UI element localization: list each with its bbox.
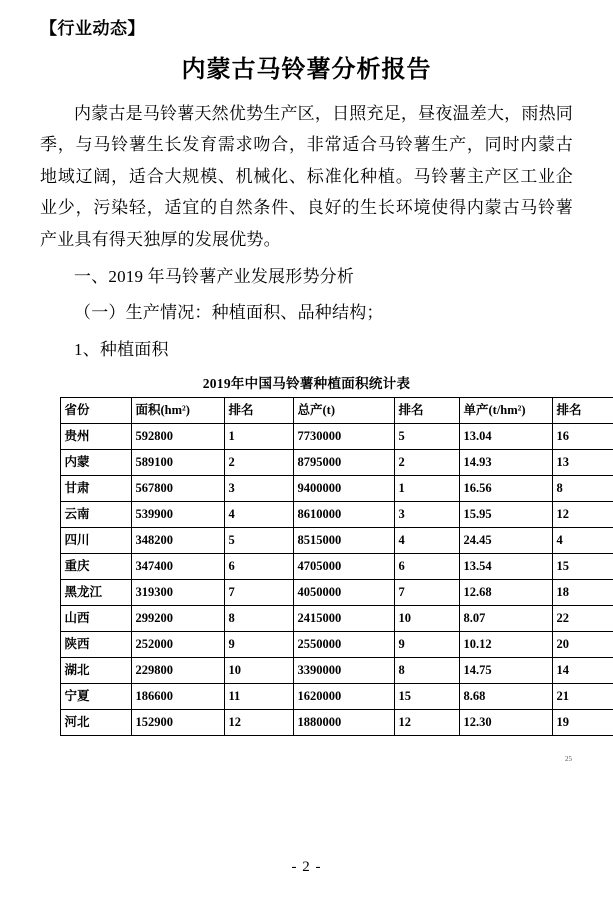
cell-province: 云南: [60, 502, 131, 528]
table-row: [60, 632, 613, 658]
cell-area-rank: 5: [224, 528, 293, 554]
cell-area-rank: 10: [224, 658, 293, 684]
table-header-row: [60, 398, 613, 424]
cell-province: 山西: [60, 606, 131, 632]
cell-output-rank: 3: [394, 502, 459, 528]
cell-area: 152900: [131, 710, 224, 736]
cell-area-rank: 11: [224, 684, 293, 710]
cell-area-rank: 4: [224, 502, 293, 528]
corner-mark: 25: [565, 755, 572, 763]
table-row: [60, 424, 613, 450]
cell-yield-rank: 18: [552, 580, 613, 606]
cell-area: 186600: [131, 684, 224, 710]
table-row: [60, 580, 613, 606]
cell-province: 贵州: [60, 424, 131, 450]
cell-yield-rank: 16: [552, 424, 613, 450]
cell-yield-rank: 8: [552, 476, 613, 502]
cell-area: 229800: [131, 658, 224, 684]
cell-province: 甘肃: [60, 476, 131, 502]
column-header-province: 省份: [60, 398, 131, 424]
cell-output-rank: 10: [394, 606, 459, 632]
cell-output-rank: 1: [394, 476, 459, 502]
cell-output-rank: 8: [394, 658, 459, 684]
section-heading-3: 1、种植面积: [74, 339, 169, 359]
column-header-yield-rank: 排名: [552, 398, 613, 424]
table-row: [60, 554, 613, 580]
column-header-area: 面积(hm²): [131, 398, 224, 424]
cell-province: 湖北: [60, 658, 131, 684]
cell-total-output: 9400000: [293, 476, 394, 502]
cell-output-rank: 2: [394, 450, 459, 476]
cell-output-rank: 5: [394, 424, 459, 450]
table-caption: 2019年中国马铃薯种植面积统计表: [202, 376, 411, 392]
cell-output-rank: 12: [394, 710, 459, 736]
table-row: [60, 606, 613, 632]
table-row: [60, 450, 613, 476]
cell-output-rank: 9: [394, 632, 459, 658]
table-row: [60, 658, 613, 684]
cell-total-output: 8795000: [293, 450, 394, 476]
cell-province: 重庆: [60, 554, 131, 580]
cell-total-output: 2415000: [293, 606, 394, 632]
cell-yield-rank: 22: [552, 606, 613, 632]
cell-area: 348200: [131, 528, 224, 554]
cell-yield: 13.04: [459, 424, 552, 450]
cell-total-output: 8515000: [293, 528, 394, 554]
cell-yield-rank: 20: [552, 632, 613, 658]
cell-province: 宁夏: [60, 684, 131, 710]
cell-yield: 16.56: [459, 476, 552, 502]
cell-area-rank: 9: [224, 632, 293, 658]
column-header-yield: 单产(t/hm²): [459, 398, 552, 424]
cell-yield-rank: 13: [552, 450, 613, 476]
table-row: [60, 528, 613, 554]
cell-yield: 24.45: [459, 528, 552, 554]
cell-area: 319300: [131, 580, 224, 606]
cell-total-output: 4050000: [293, 580, 394, 606]
cell-area: 567800: [131, 476, 224, 502]
cell-area: 592800: [131, 424, 224, 450]
cell-total-output: 1620000: [293, 684, 394, 710]
cell-total-output: 3390000: [293, 658, 394, 684]
table-row: [60, 710, 613, 736]
cell-yield-rank: 21: [552, 684, 613, 710]
cell-total-output: 4705000: [293, 554, 394, 580]
cell-area-rank: 7: [224, 580, 293, 606]
cell-province: 河北: [60, 710, 131, 736]
column-header-output-rank: 排名: [394, 398, 459, 424]
cell-area-rank: 8: [224, 606, 293, 632]
cell-output-rank: 15: [394, 684, 459, 710]
cell-yield-rank: 4: [552, 528, 613, 554]
cell-yield: 12.30: [459, 710, 552, 736]
cell-output-rank: 6: [394, 554, 459, 580]
table-row: [60, 502, 613, 528]
table-row: [60, 476, 613, 502]
intro-paragraph: 内蒙古是马铃薯天然优势生产区，日照充足，昼夜温差大，雨热同季，与马铃薯生长发育需求吻合，非常适合马铃薯生产，同时内蒙古地域辽阔，适合大规模、机械化、标准化种植。马铃薯主产区工业企业少，污染轻，适宜的自然条件、良好的生长环境使得内蒙古马铃薯产业具有得天独厚的发展优势。: [40, 104, 573, 249]
section-heading-1: 一、2019 年马铃薯产业发展形势分析: [74, 267, 355, 287]
cell-yield: 8.07: [459, 606, 552, 632]
cell-area-rank: 1: [224, 424, 293, 450]
cell-yield-rank: 19: [552, 710, 613, 736]
cell-area: 539900: [131, 502, 224, 528]
cell-total-output: 1880000: [293, 710, 394, 736]
cell-province: 陕西: [60, 632, 131, 658]
cell-area-rank: 3: [224, 476, 293, 502]
table-row: [60, 684, 613, 710]
cell-area-rank: 2: [224, 450, 293, 476]
cell-total-output: 2550000: [293, 632, 394, 658]
cell-province: 四川: [60, 528, 131, 554]
cell-area-rank: 6: [224, 554, 293, 580]
cell-area: 589100: [131, 450, 224, 476]
cell-province: 黑龙江: [60, 580, 131, 606]
cell-output-rank: 4: [394, 528, 459, 554]
cell-province: 内蒙: [60, 450, 131, 476]
section-heading-2: （一）生产情况：种植面积、品种结构；: [74, 303, 384, 323]
cell-yield: 12.68: [459, 580, 552, 606]
planting-area-table: [60, 397, 613, 736]
category-tag: 【行业动态】: [40, 19, 145, 38]
cell-yield: 14.75: [459, 658, 552, 684]
cell-yield: 8.68: [459, 684, 552, 710]
cell-area: 347400: [131, 554, 224, 580]
cell-total-output: 8610000: [293, 502, 394, 528]
column-header-total-output: 总产(t): [293, 398, 394, 424]
cell-yield-rank: 15: [552, 554, 613, 580]
cell-area: 252000: [131, 632, 224, 658]
cell-yield: 15.95: [459, 502, 552, 528]
cell-yield: 10.12: [459, 632, 552, 658]
cell-total-output: 7730000: [293, 424, 394, 450]
cell-yield-rank: 14: [552, 658, 613, 684]
page-number: - 2 -: [291, 859, 322, 875]
cell-yield: 13.54: [459, 554, 552, 580]
cell-yield: 14.93: [459, 450, 552, 476]
column-header-area-rank: 排名: [224, 398, 293, 424]
cell-yield-rank: 12: [552, 502, 613, 528]
page-title: 内蒙古马铃薯分析报告: [181, 57, 432, 83]
table-container: [60, 372, 582, 736]
cell-area: 299200: [131, 606, 224, 632]
cell-output-rank: 7: [394, 580, 459, 606]
cell-area-rank: 12: [224, 710, 293, 736]
